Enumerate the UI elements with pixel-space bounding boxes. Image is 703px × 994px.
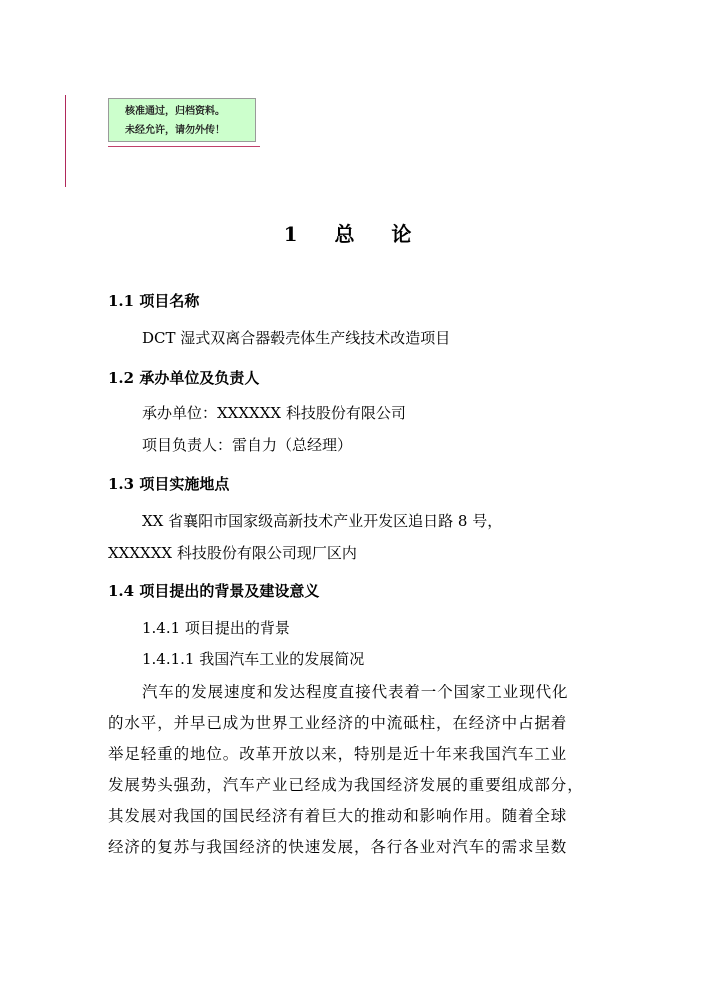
subheading-1-4-1-1: 1.4.1.1 我国汽车工业的发展简况: [142, 650, 365, 668]
margin-rule: [65, 95, 66, 187]
paragraph-line-5: 其发展对我国的国民经济有着巨大的推动和影响作用。随着全球: [108, 807, 568, 825]
stamp-line-1: 核准通过，归档资料。: [125, 106, 225, 117]
paragraph-line-6: 经济的复苏与我国经济的快速发展，各行各业对汽车的需求呈数: [108, 838, 568, 856]
organizer-unit: 承办单位：XXXXXX 科技股份有限公司: [142, 404, 406, 422]
paragraph-line-2: 的水平，并早已成为世界工业经济的中流砥柱，在经济中占据着: [108, 714, 568, 732]
section-heading-1-1: 1.1 项目名称: [108, 292, 200, 310]
chapter-title: 1 总 论: [283, 222, 420, 246]
section-heading-1-3: 1.3 项目实施地点: [108, 475, 230, 493]
paragraph-line-3: 举足轻重的地位。改革开放以来，特别是近十年来我国汽车工业: [108, 745, 568, 763]
approval-stamp: [108, 98, 256, 142]
section-heading-1-2: 1.2 承办单位及负责人: [108, 369, 260, 387]
paragraph-line-4: 发展势头强劲，汽车产业已经成为我国经济发展的重要组成部分，: [108, 776, 584, 794]
paragraph-line-1: 汽车的发展速度和发达程度直接代表着一个国家工业现代化: [142, 683, 569, 701]
section-heading-1-4: 1.4 项目提出的背景及建设意义: [108, 582, 320, 600]
subheading-1-4-1: 1.4.1 项目提出的背景: [142, 619, 290, 637]
location-line-2: XXXXXX 科技股份有限公司现厂区内: [108, 544, 357, 562]
project-name: DCT 湿式双离合器毂壳体生产线技术改造项目: [142, 329, 451, 347]
stamp-underline: [108, 146, 260, 147]
project-leader: 项目负责人：雷自力（总经理）: [142, 436, 353, 454]
stamp-line-2: 未经允许，请勿外传！: [125, 125, 225, 136]
location-line-1: XX 省襄阳市国家级高新技术产业开发区追日路 8 号，: [142, 512, 503, 530]
